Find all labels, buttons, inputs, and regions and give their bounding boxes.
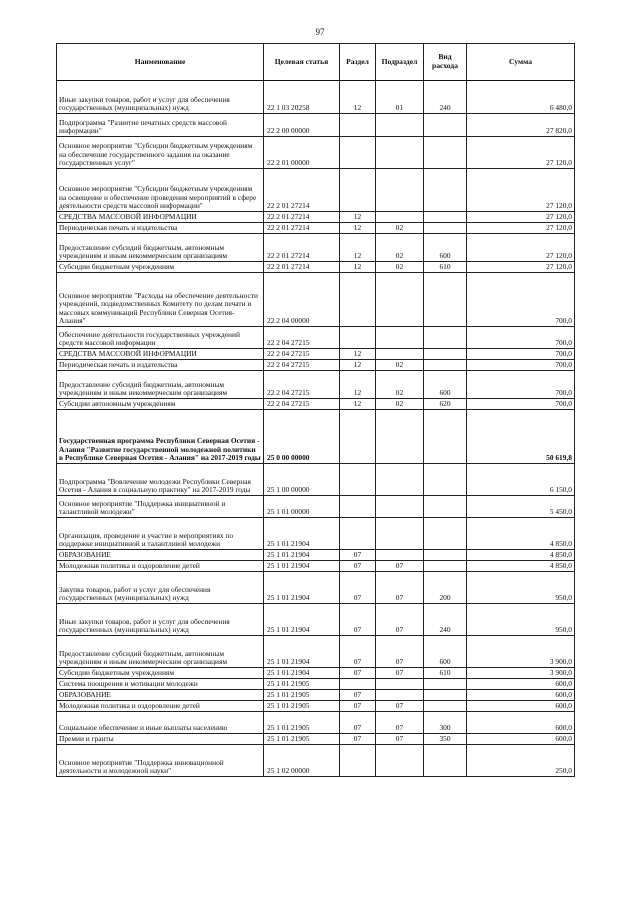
row-expense-type: 620 — [424, 399, 467, 410]
table-row — [57, 262, 575, 273]
row-target-code: 25 1 01 21904 — [264, 561, 340, 572]
row-target-code: 22 2 04 27215 — [264, 349, 340, 360]
table-row — [57, 371, 575, 399]
row-name: Основное мероприятие "Субсидии бюджетным учреждениям на обеспечение государственного задания на оказание государственных услуг" — [57, 137, 264, 169]
row-name: Предоставление субсидий бюджетным, автономным учреждениям и иным некоммерческим организациям — [57, 636, 264, 668]
row-expense-type — [424, 550, 467, 561]
row-sum: 700,0 — [467, 399, 575, 410]
row-subsection — [376, 690, 424, 701]
table-body — [57, 81, 575, 777]
row-expense-type: 600 — [424, 636, 467, 668]
row-subsection: 02 — [376, 234, 424, 262]
row-sum: 4 850,0 — [467, 518, 575, 550]
row-target-code: 25 1 01 21905 — [264, 679, 340, 690]
row-expense-type: 610 — [424, 668, 467, 679]
row-section: 12 — [340, 371, 376, 399]
row-section: 12 — [340, 81, 376, 114]
row-target-code: 22 2 04 27215 — [264, 327, 340, 349]
row-subsection: 02 — [376, 223, 424, 234]
row-section: 07 — [340, 690, 376, 701]
row-section — [340, 114, 376, 137]
row-section: 07 — [340, 734, 376, 745]
table-row — [57, 636, 575, 668]
table-row — [57, 327, 575, 349]
table-row — [57, 169, 575, 212]
row-name: Премии и гранты — [57, 734, 264, 745]
table-row — [57, 572, 575, 604]
row-name: Субсидии бюджетным учреждениям — [57, 668, 264, 679]
row-target-code: 25 1 01 21904 — [264, 572, 340, 604]
row-subsection: 07 — [376, 668, 424, 679]
table-row — [57, 114, 575, 137]
row-expense-type — [424, 137, 467, 169]
row-target-code: 22 2 04 27215 — [264, 371, 340, 399]
row-section — [340, 496, 376, 518]
row-sum: 700,0 — [467, 360, 575, 371]
row-section — [340, 273, 376, 327]
row-expense-type — [424, 360, 467, 371]
row-sum: 700,0 — [467, 349, 575, 360]
row-target-code: 22 2 01 27214 — [264, 223, 340, 234]
row-subsection — [376, 212, 424, 223]
header-section: Раздел — [340, 44, 376, 81]
row-sum: 27 120,0 — [467, 223, 575, 234]
row-target-code: 25 1 01 21905 — [264, 701, 340, 712]
row-expense-type: 600 — [424, 371, 467, 399]
table-row — [57, 550, 575, 561]
row-sum: 600,0 — [467, 734, 575, 745]
table-row — [57, 273, 575, 327]
row-expense-type — [424, 701, 467, 712]
row-sum: 50 619,8 — [467, 410, 575, 464]
row-expense-type — [424, 169, 467, 212]
table-row — [57, 690, 575, 701]
row-name: Система поощрения и мотивации молодежи — [57, 679, 264, 690]
row-section: 07 — [340, 668, 376, 679]
row-name: Государственная программа Республики Северная Осетия - Алания "Развитие государственной молодежной политики в Республике Северная Осетия - Алания" на 2017-2019 годы — [57, 410, 264, 464]
row-section: 07 — [340, 550, 376, 561]
table-row — [57, 223, 575, 234]
row-section: 12 — [340, 262, 376, 273]
row-sum: 4 850,0 — [467, 550, 575, 561]
row-section: 12 — [340, 349, 376, 360]
row-expense-type: 240 — [424, 81, 467, 114]
row-target-code: 25 1 01 21904 — [264, 550, 340, 561]
table-row — [57, 212, 575, 223]
row-sum: 700,0 — [467, 371, 575, 399]
row-sum: 27 820,0 — [467, 114, 575, 137]
row-sum: 700,0 — [467, 327, 575, 349]
row-subsection — [376, 114, 424, 137]
row-expense-type — [424, 496, 467, 518]
row-section: 07 — [340, 604, 376, 636]
row-expense-type — [424, 561, 467, 572]
row-expense-type — [424, 327, 467, 349]
row-section: 12 — [340, 360, 376, 371]
row-subsection — [376, 273, 424, 327]
row-subsection: 07 — [376, 604, 424, 636]
row-subsection — [376, 137, 424, 169]
row-name: Основное мероприятие "Субсидии бюджетным учреждениям на освещение и обеспечение проведения мероприятий в сфере деятельности средств массовой информации" — [57, 169, 264, 212]
row-expense-type: 300 — [424, 712, 467, 734]
row-subsection — [376, 169, 424, 212]
row-target-code: 22 2 01 27214 — [264, 234, 340, 262]
row-sum: 700,0 — [467, 273, 575, 327]
page-number: 97 — [315, 27, 325, 37]
row-expense-type — [424, 679, 467, 690]
row-target-code: 25 1 01 21904 — [264, 636, 340, 668]
row-name: Подпрограмма "Вовлечение молодежи Республики Северная Осетия - Алания в социальную практику" на 2017-2019 годы — [57, 464, 264, 496]
row-target-code: 25 1 01 21904 — [264, 518, 340, 550]
row-target-code: 25 1 00 00000 — [264, 464, 340, 496]
row-name: Периодическая печать и издательства — [57, 360, 264, 371]
header-expense-type: Вид расхода — [424, 44, 467, 81]
row-expense-type — [424, 690, 467, 701]
row-name: Субсидии автономным учреждениям — [57, 399, 264, 410]
row-target-code: 22 2 04 27215 — [264, 399, 340, 410]
row-sum: 3 900,0 — [467, 636, 575, 668]
row-sum: 600,0 — [467, 701, 575, 712]
table-row — [57, 464, 575, 496]
row-expense-type: 200 — [424, 572, 467, 604]
row-sum: 950,0 — [467, 572, 575, 604]
table-row — [57, 712, 575, 734]
row-target-code: 22 2 01 27214 — [264, 169, 340, 212]
row-subsection: 07 — [376, 701, 424, 712]
row-section — [340, 745, 376, 777]
row-subsection: 02 — [376, 360, 424, 371]
row-sum: 600,0 — [467, 679, 575, 690]
row-name: ОБРАЗОВАНИЕ — [57, 690, 264, 701]
row-section — [340, 327, 376, 349]
row-target-code: 25 1 02 00000 — [264, 745, 340, 777]
row-subsection — [376, 349, 424, 360]
row-expense-type — [424, 273, 467, 327]
row-name: Иные закупки товаров, работ и услуг для обеспечения государственных (муниципальных) нужд — [57, 604, 264, 636]
row-section — [340, 518, 376, 550]
row-subsection — [376, 550, 424, 561]
row-section: 12 — [340, 399, 376, 410]
row-expense-type: 600 — [424, 234, 467, 262]
table-row — [57, 679, 575, 690]
table-row — [57, 734, 575, 745]
row-name: Обеспечение деятельности государственных учреждений средств массовой информации — [57, 327, 264, 349]
row-subsection — [376, 745, 424, 777]
row-target-code: 22 2 01 00000 — [264, 137, 340, 169]
header-subsection: Подраздел — [376, 44, 424, 81]
row-name: СРЕДСТВА МАССОВОЙ ИНФОРМАЦИИ — [57, 212, 264, 223]
budget-table — [56, 43, 575, 777]
row-name: ОБРАЗОВАНИЕ — [57, 550, 264, 561]
row-section — [340, 137, 376, 169]
row-name: СРЕДСТВА МАССОВОЙ ИНФОРМАЦИИ — [57, 349, 264, 360]
row-target-code: 22 2 04 00000 — [264, 273, 340, 327]
row-sum: 6 480,0 — [467, 81, 575, 114]
table-row — [57, 561, 575, 572]
row-sum: 27 120,0 — [467, 212, 575, 223]
row-subsection: 07 — [376, 734, 424, 745]
row-name: Основное мероприятие "Расходы на обеспечение деятельности учреждений, подведомственных Комитету по делам печати и массовых коммуникаций Республики Северная Осетия-Алания" — [57, 273, 264, 327]
row-name: Основное мероприятие "Поддержка инновационной деятельности и молодежной науки" — [57, 745, 264, 777]
row-section: 07 — [340, 561, 376, 572]
row-name: Иные закупки товаров, работ и услуг для обеспечения государственных (муниципальных) нужд — [57, 81, 264, 114]
table-row — [57, 360, 575, 371]
table-header-row — [57, 44, 575, 81]
row-sum: 27 120,0 — [467, 169, 575, 212]
table-row — [57, 81, 575, 114]
table-row — [57, 399, 575, 410]
row-name: Предоставление субсидий бюджетным, автономным учреждениям и иным некоммерческим организациям — [57, 234, 264, 262]
row-sum: 600,0 — [467, 690, 575, 701]
row-name: Закупка товаров, работ и услуг для обеспечения государственных (муниципальных) нужд — [57, 572, 264, 604]
row-subsection: 07 — [376, 572, 424, 604]
row-sum: 27 120,0 — [467, 234, 575, 262]
row-subsection: 02 — [376, 262, 424, 273]
row-expense-type: 240 — [424, 604, 467, 636]
row-name: Субсидии бюджетным учреждениям — [57, 262, 264, 273]
row-sum: 27 120,0 — [467, 262, 575, 273]
row-section: 07 — [340, 701, 376, 712]
row-section: 07 — [340, 572, 376, 604]
row-target-code: 22 2 01 27214 — [264, 262, 340, 273]
row-target-code: 25 1 01 21905 — [264, 690, 340, 701]
row-section: 07 — [340, 636, 376, 668]
row-name: Периодическая печать и издательства — [57, 223, 264, 234]
row-section: 12 — [340, 212, 376, 223]
row-subsection: 01 — [376, 81, 424, 114]
row-target-code: 25 0 00 00000 — [264, 410, 340, 464]
row-subsection — [376, 410, 424, 464]
row-expense-type — [424, 212, 467, 223]
table-row — [57, 410, 575, 464]
row-sum: 950,0 — [467, 604, 575, 636]
header-sum: Сумма — [467, 44, 575, 81]
row-name: Основное мероприятие "Поддержка инициативной и талантливой молодежи" — [57, 496, 264, 518]
row-name: Организация, проведение и участие в мероприятиях по поддержке инициативной и талантливой молодежи — [57, 518, 264, 550]
row-sum: 3 900,0 — [467, 668, 575, 679]
row-subsection: 07 — [376, 636, 424, 668]
row-target-code: 22 2 01 27214 — [264, 212, 340, 223]
row-expense-type — [424, 223, 467, 234]
table-row — [57, 234, 575, 262]
table-row — [57, 496, 575, 518]
row-section — [340, 169, 376, 212]
row-target-code: 22 2 04 27215 — [264, 360, 340, 371]
row-name: Молодежная политика и оздоровление детей — [57, 561, 264, 572]
row-target-code: 25 1 01 00000 — [264, 496, 340, 518]
table-row — [57, 604, 575, 636]
row-expense-type: 610 — [424, 262, 467, 273]
row-expense-type — [424, 518, 467, 550]
row-subsection — [376, 464, 424, 496]
row-expense-type — [424, 745, 467, 777]
row-target-code: 25 1 01 21904 — [264, 668, 340, 679]
row-target-code: 22 1 03 20258 — [264, 81, 340, 114]
row-target-code: 22 2 00 00000 — [264, 114, 340, 137]
row-sum: 250,0 — [467, 745, 575, 777]
row-expense-type: 350 — [424, 734, 467, 745]
table-row — [57, 137, 575, 169]
table-row — [57, 745, 575, 777]
table-row — [57, 349, 575, 360]
row-subsection — [376, 327, 424, 349]
row-sum: 600,0 — [467, 712, 575, 734]
table-row — [57, 518, 575, 550]
row-expense-type — [424, 410, 467, 464]
row-section: 07 — [340, 712, 376, 734]
row-subsection: 02 — [376, 399, 424, 410]
row-expense-type — [424, 349, 467, 360]
row-sum: 6 150,0 — [467, 464, 575, 496]
row-target-code: 25 1 01 21905 — [264, 734, 340, 745]
header-name: Наименование — [57, 44, 264, 81]
row-subsection — [376, 518, 424, 550]
row-section — [340, 464, 376, 496]
row-subsection: 07 — [376, 561, 424, 572]
row-subsection — [376, 679, 424, 690]
row-section: 12 — [340, 234, 376, 262]
row-sum: 4 850,0 — [467, 561, 575, 572]
header-target: Целевая статья — [264, 44, 340, 81]
table-row — [57, 701, 575, 712]
table-row — [57, 668, 575, 679]
row-section: 12 — [340, 223, 376, 234]
row-subsection: 07 — [376, 712, 424, 734]
row-expense-type — [424, 114, 467, 137]
row-name: Подпрограмма "Развитие печатных средств массовой информации" — [57, 114, 264, 137]
row-sum: 27 120,0 — [467, 137, 575, 169]
row-name: Предоставление субсидий бюджетным, автономным учреждениям и иным некоммерческим организациям — [57, 371, 264, 399]
row-section — [340, 679, 376, 690]
row-expense-type — [424, 464, 467, 496]
row-sum: 5 450,0 — [467, 496, 575, 518]
row-name: Молодежная политика и оздоровление детей — [57, 701, 264, 712]
row-subsection: 02 — [376, 371, 424, 399]
row-target-code: 25 1 01 21904 — [264, 604, 340, 636]
row-target-code: 25 1 01 21905 — [264, 712, 340, 734]
row-section — [340, 410, 376, 464]
row-name: Социальное обеспечение и иные выплаты населению — [57, 712, 264, 734]
row-subsection — [376, 496, 424, 518]
